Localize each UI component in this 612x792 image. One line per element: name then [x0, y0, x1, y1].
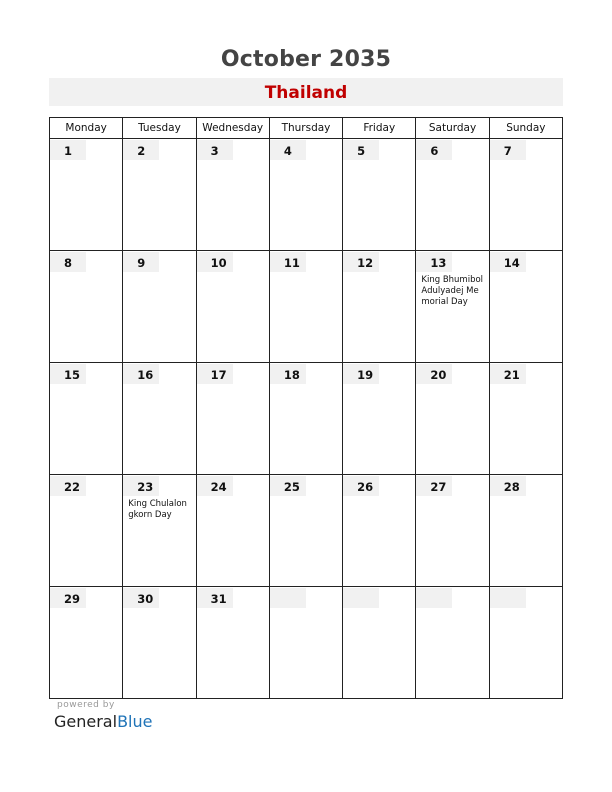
- day-cell[interactable]: [416, 587, 489, 699]
- day-cell[interactable]: [123, 587, 196, 699]
- day-number: 5: [343, 140, 379, 160]
- day-number: 17: [197, 364, 233, 384]
- day-cell[interactable]: [416, 139, 489, 251]
- weekday-header: Thursday: [269, 118, 342, 139]
- day-cell[interactable]: [196, 139, 269, 251]
- weekday-header-row: [50, 118, 563, 139]
- day-number: 13: [416, 252, 452, 272]
- day-number: 29: [50, 588, 86, 608]
- brand-part-blue: Blue: [117, 712, 153, 731]
- day-cell[interactable]: [269, 587, 342, 699]
- day-number: 14: [490, 252, 526, 272]
- week-row: [50, 251, 563, 363]
- day-number: 18: [270, 364, 306, 384]
- day-cell[interactable]: [489, 139, 562, 251]
- day-number: 11: [270, 252, 306, 272]
- day-number: 21: [490, 364, 526, 384]
- country-banner: [49, 78, 563, 106]
- day-cell[interactable]: [269, 139, 342, 251]
- day-cell[interactable]: [343, 251, 416, 363]
- day-cell[interactable]: [196, 251, 269, 363]
- day-cell[interactable]: [416, 475, 489, 587]
- weekday-header: Saturday: [416, 118, 489, 139]
- week-row: [50, 587, 563, 699]
- day-number: 19: [343, 364, 379, 384]
- weekday-header: Sunday: [489, 118, 562, 139]
- day-cell[interactable]: [196, 475, 269, 587]
- weekday-header: Wednesday: [196, 118, 269, 139]
- day-cell[interactable]: [50, 587, 123, 699]
- day-cell[interactable]: [123, 363, 196, 475]
- day-number: 26: [343, 476, 379, 496]
- day-number: 1: [50, 140, 86, 160]
- day-number: 7: [490, 140, 526, 160]
- country-name: Thailand: [264, 83, 348, 103]
- day-cell[interactable]: [343, 139, 416, 251]
- holiday-label: King Bhumibol Adulyadej Memorial Day: [421, 275, 484, 307]
- day-cell[interactable]: [269, 475, 342, 587]
- day-cell[interactable]: [123, 139, 196, 251]
- day-number: [490, 588, 526, 608]
- day-cell[interactable]: [196, 363, 269, 475]
- week-row: [50, 363, 563, 475]
- calendar-title: October 2035: [220, 47, 392, 72]
- day-number: 8: [50, 252, 86, 272]
- day-cell[interactable]: [489, 475, 562, 587]
- day-number: 2: [123, 140, 159, 160]
- day-cell[interactable]: [343, 363, 416, 475]
- day-cell[interactable]: [489, 363, 562, 475]
- day-number: 27: [416, 476, 452, 496]
- week-row: [50, 139, 563, 251]
- day-cell[interactable]: [50, 475, 123, 587]
- generalblue-logo[interactable]: [54, 712, 152, 731]
- day-number: 16: [123, 364, 159, 384]
- powered-by-label: powered by: [57, 700, 115, 710]
- day-number: 23: [123, 476, 159, 496]
- day-number: [270, 588, 306, 608]
- day-number: 31: [197, 588, 233, 608]
- day-cell[interactable]: [50, 139, 123, 251]
- holiday-label: King Chulalongkorn Day: [128, 499, 187, 520]
- day-number: 25: [270, 476, 306, 496]
- day-cell[interactable]: [123, 251, 196, 363]
- weekday-header: Friday: [343, 118, 416, 139]
- day-number: 3: [197, 140, 233, 160]
- calendar-grid: [49, 117, 563, 699]
- day-number: 28: [490, 476, 526, 496]
- day-cell[interactable]: [489, 587, 562, 699]
- weekday-header: Monday: [50, 118, 123, 139]
- day-number: 4: [270, 140, 306, 160]
- day-cell[interactable]: [269, 363, 342, 475]
- day-number: 10: [197, 252, 233, 272]
- day-number: 20: [416, 364, 452, 384]
- day-cell[interactable]: [123, 475, 196, 587]
- day-cell[interactable]: [269, 251, 342, 363]
- day-cell[interactable]: [489, 251, 562, 363]
- day-cell[interactable]: [50, 363, 123, 475]
- day-number: 9: [123, 252, 159, 272]
- day-cell[interactable]: [416, 363, 489, 475]
- day-number: 6: [416, 140, 452, 160]
- day-number: 22: [50, 476, 86, 496]
- day-number: [416, 588, 452, 608]
- day-cell[interactable]: [196, 587, 269, 699]
- day-cell[interactable]: [50, 251, 123, 363]
- week-row: [50, 475, 563, 587]
- day-number: [343, 588, 379, 608]
- day-cell[interactable]: [343, 475, 416, 587]
- day-number: 15: [50, 364, 86, 384]
- day-number: 30: [123, 588, 159, 608]
- day-number: 12: [343, 252, 379, 272]
- day-number: 24: [197, 476, 233, 496]
- day-cell[interactable]: [416, 251, 489, 363]
- brand-part-general: General: [54, 712, 118, 731]
- day-cell[interactable]: [343, 587, 416, 699]
- weekday-header: Tuesday: [123, 118, 196, 139]
